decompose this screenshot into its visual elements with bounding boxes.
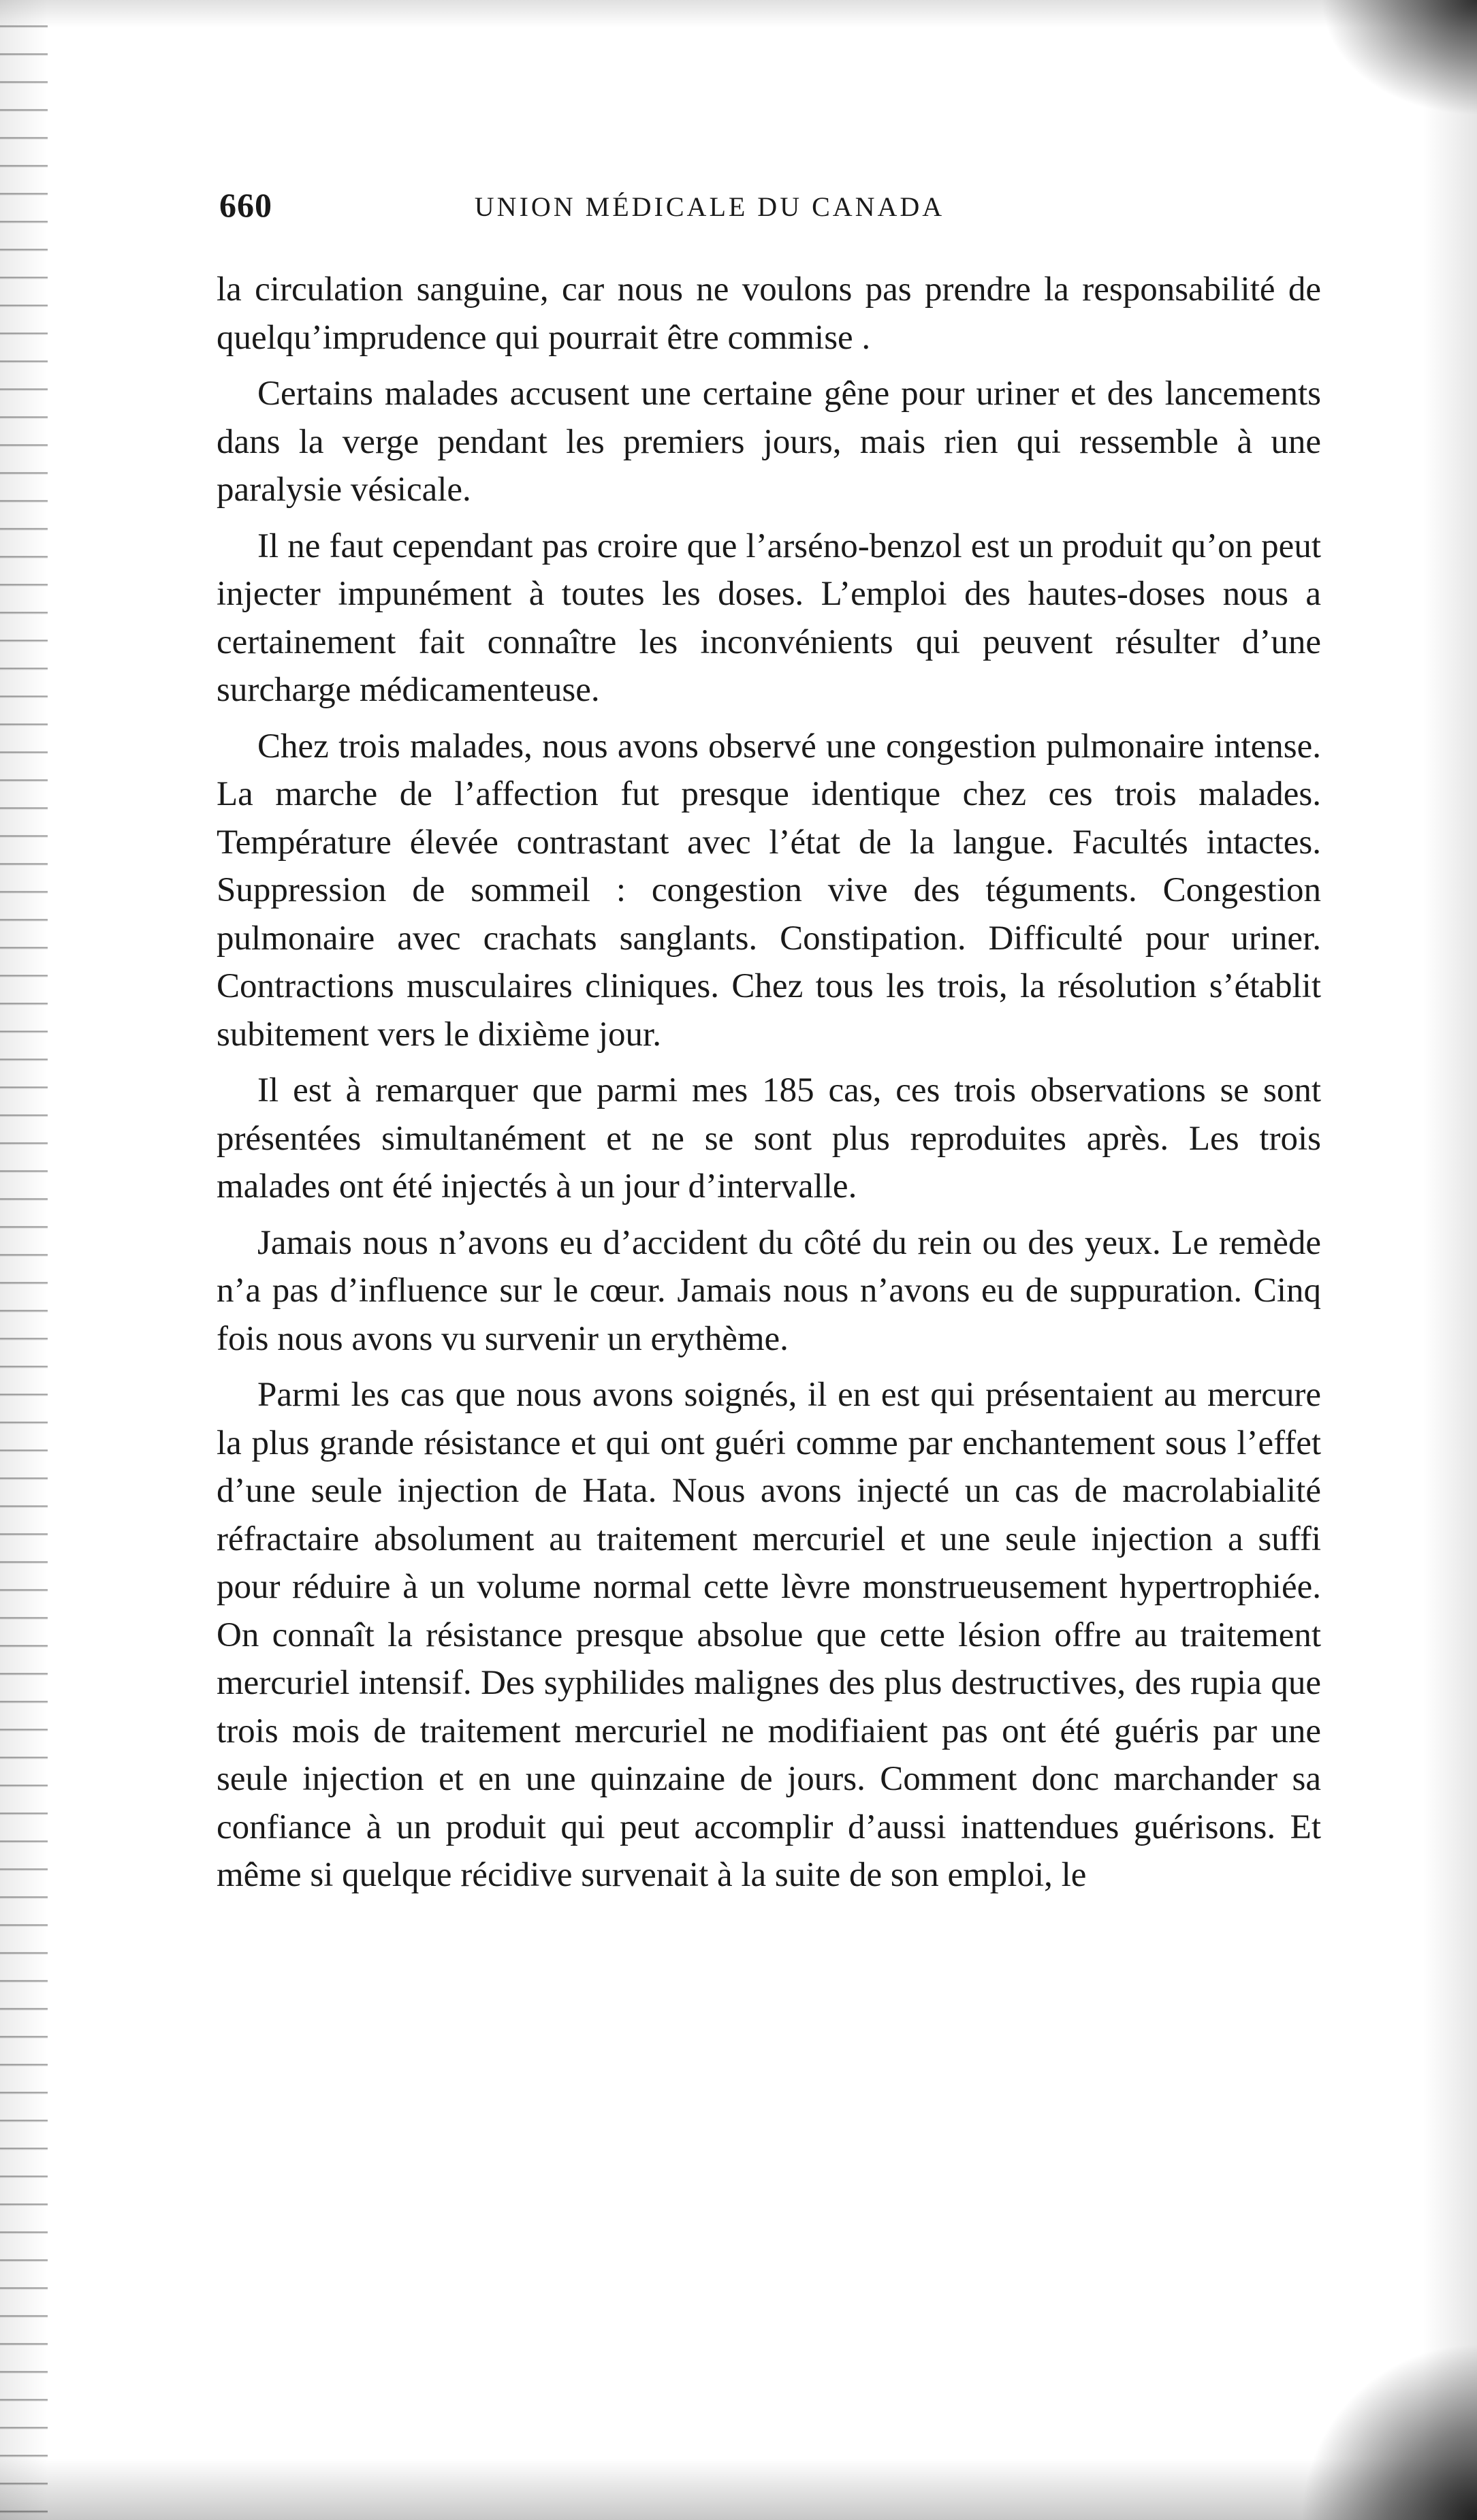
scan-corner-bottom-right [1300, 2343, 1477, 2520]
page-number: 660 [219, 186, 272, 224]
body-text [217, 266, 1321, 1908]
page-header [219, 185, 1200, 233]
scan-corner-top-right [1320, 0, 1477, 116]
paragraph: Il ne faut cependant pas croire que l’arséno-benzol est un produit qu’on peut injecter impunément à toutes les doses. L’emploi des hautes-doses nous a certainement fait connaître les inconvénients qui peuvent résulter d’une surcharge médicamenteuse. [217, 526, 1321, 709]
scan-shadow-right [1423, 0, 1477, 2520]
paragraph: la circulation sanguine, car nous ne voulons pas prendre la responsabilité de quelqu’imprudence qui pourrait être commise . [217, 270, 1321, 357]
running-head: UNION MÉDICALE DU CANADA [474, 191, 945, 222]
paragraph: Chez trois malades, nous avons observé une congestion pulmonaire intense. La marche de l’affection fut presque identique chez ces trois malades. Température élevée contrastant avec l’état de la langue. Facultés intactes. Suppression de sommeil : congestion vive des téguments. Congestion pulmonaire avec crachats sanglants. Constipation. Difficulté pour uriner. Contractions musculaires cliniques. Chez tous les trois, la résolution s’établit subitement vers le dixième jour. [217, 727, 1321, 1054]
paragraph: Il est à remarquer que parmi mes 185 cas, ces trois observations se sont présentées simultanément et ne se sont plus reproduites après. Les trois malades ont été injectés à un jour d’intervalle. [217, 1071, 1321, 1206]
paragraph: Jamais nous n’avons eu d’accident du côté du rein ou des yeux. Le remède n’a pas d’influence sur le cœur. Jamais nous n’avons eu de suppuration. Cinq fois nous avons vu survenir un erythème. [217, 1223, 1321, 1358]
scan-shadow-left [0, 0, 48, 2520]
scan-shadow-bottom [0, 2459, 1477, 2520]
scan-shadow-top [0, 0, 1477, 27]
paragraph: Parmi les cas que nous avons soignés, il en est qui présentaient au mercure la plus grande résistance et qui ont guéri comme par enchantement sous l’effet d’une seule injection de Hata. Nous avons injecté un cas de macrolabialité réfractaire absolument au traitement mercuriel et une seule injection a suffi pour réduire à un volume normal cette lèvre monstrueusement hypertrophiée. On connaît la résistance presque absolue que cette lésion offre au traitement mercuriel intensif. Des syphilides malignes des plus destructives, des rupia que trois mois de traitement mercuriel ne modifiaient pas ont été guéris par une seule injection et en une quinzaine de jours. Comment donc marchander sa confiance à un produit qui peut accomplir d’aussi inattendues guérisons. Et même si quelque récidive survenait à la suite de son emploi, le [217, 1376, 1321, 1894]
paragraph: Certains malades accusent une certaine gêne pour uriner et des lancements dans la verge pendant les premiers jours, mais rien qui ressemble à une paralysie vésicale. [217, 375, 1321, 509]
